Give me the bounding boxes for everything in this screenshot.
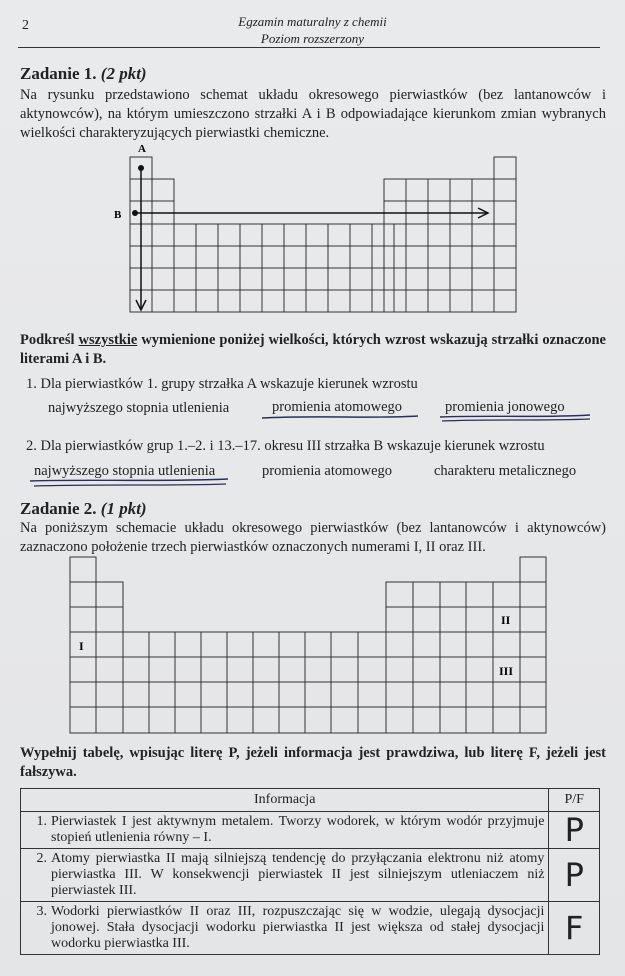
table-grid-1: [130, 157, 516, 312]
task1-description: Na rysunku przedstawiono schemat układu okresowego pierwiastków (bez lantanowców i aktynowców), na którym umieszczono strzałki A i B odpowiadające kierunkom zmian wybranych wielkości charakteryzujących pierwiastki chemiczne.: [20, 87, 606, 141]
row2-text: Atomy pierwiastka II mają silniejszą tendencję do przyłączania elektronu niż atomy pierwiastka III. W konsekwencji pierwiastek II jest silniejszym utleniaczem niż pierwiastek III.: [51, 851, 545, 898]
underline-stroke-4: [30, 479, 228, 481]
task2-description: Na poniższym schemacie układu okresowego pierwiastków (bez lantanowców i aktynowców) zaznaczono położenie trzech pierwiastków oznaczonych numerami I, II oraz III.: [20, 520, 606, 555]
task2-points: (1 pkt): [100, 499, 147, 518]
table-row: [21, 812, 600, 849]
table-row: [21, 902, 600, 955]
answer-table: [20, 788, 600, 955]
underline-stroke-5: [34, 484, 226, 486]
underline-stroke-2: [440, 415, 590, 417]
row2-info: [21, 849, 549, 902]
table-grid-2: [70, 557, 546, 733]
task1-title: Zadanie 1.: [20, 64, 97, 83]
exam-level: Poziom rozszerzony: [260, 31, 365, 46]
task1-item2-text: 2. Dla pierwiastków grup 1.–2. i 13.–17. okresu III strzałka B wskazuje kierunek wzrostu: [26, 438, 545, 454]
marker-1: I: [79, 639, 84, 653]
item2-option-1[interactable]: najwyższego stopnia utlenienia: [34, 463, 216, 479]
row1-answer-cell[interactable]: P: [549, 812, 600, 849]
underline-stroke-1: [262, 416, 418, 418]
periodic-table-schema-1: [110, 140, 530, 320]
marker-3: III: [499, 664, 514, 678]
item2-hand-underlines: [28, 476, 238, 490]
row2-answer-cell[interactable]: P: [549, 849, 600, 902]
row2-number: 2.: [36, 851, 47, 866]
arrow-b-label: B: [114, 209, 122, 221]
item2-option-2[interactable]: promienia atomowego: [262, 463, 393, 479]
row3-text: Wodorki pierwiastków II oraz III, rozpuszczając się w wodzie, ulegają dysocjacji jonowej. Stała dysocjacji wodorku pierwiastka II jest większa od stałej dysocjacji wodorku pierwiastka III.: [51, 904, 545, 951]
underline-stroke-3: [442, 419, 590, 421]
item1-option-1[interactable]: najwyższego stopnia utlenienia: [48, 400, 230, 416]
task1-points: (2 pkt): [100, 64, 147, 83]
task2-instruction: Wypełnij tabelę, wpisując literę P, jeżeli informacja jest prawdziwa, lub literę F, jeżeli jest fałszywa.: [20, 745, 606, 780]
item1-option-2[interactable]: promienia atomowego: [272, 399, 403, 415]
header-pf: P/F: [549, 789, 600, 812]
item1-option-3[interactable]: promienia jonowego: [445, 399, 565, 415]
page-number: 2: [22, 18, 29, 33]
table-header-row: [21, 789, 600, 812]
task2-heading: [20, 499, 147, 519]
row3-info: [21, 902, 549, 955]
task1-instruction: [20, 331, 606, 369]
marker-2: II: [501, 613, 511, 627]
task1-instruction-end: wymienione poniżej wielkości, których wzrost wskazują strzałki oznaczone literami A i B.: [20, 332, 606, 367]
periodic-table-schema-2: [60, 552, 580, 742]
row3-number: 3.: [36, 904, 47, 919]
arrow-a-label: A: [138, 143, 146, 155]
table-row: [21, 849, 600, 902]
task1-heading: [20, 64, 147, 84]
item2-option-3[interactable]: charakteru metalicznego: [434, 463, 577, 479]
item1-hand-underlines: [260, 412, 600, 424]
row1-text: Pierwiastek I jest aktywnym metalem. Tworzy wodorek, w którym wodór przyjmuje stopień utlenienia równy – I.: [51, 814, 545, 845]
task1-instruction-underlined: wszystkie: [78, 332, 138, 348]
exam-title: Egzamin maturalny z chemii: [238, 14, 387, 29]
header-divider: [18, 47, 600, 48]
task2-title: Zadanie 2.: [20, 499, 97, 518]
row1-number: 1.: [36, 814, 47, 829]
header-informacja: Informacja: [21, 789, 549, 812]
task1-item1-text: 1. Dla pierwiastków 1. grupy strzałka A wskazuje kierunek wzrostu: [26, 376, 418, 392]
task1-instruction-start: Podkreśl: [20, 332, 79, 348]
row3-answer-cell[interactable]: F: [549, 902, 600, 955]
row1-info: [21, 812, 549, 849]
